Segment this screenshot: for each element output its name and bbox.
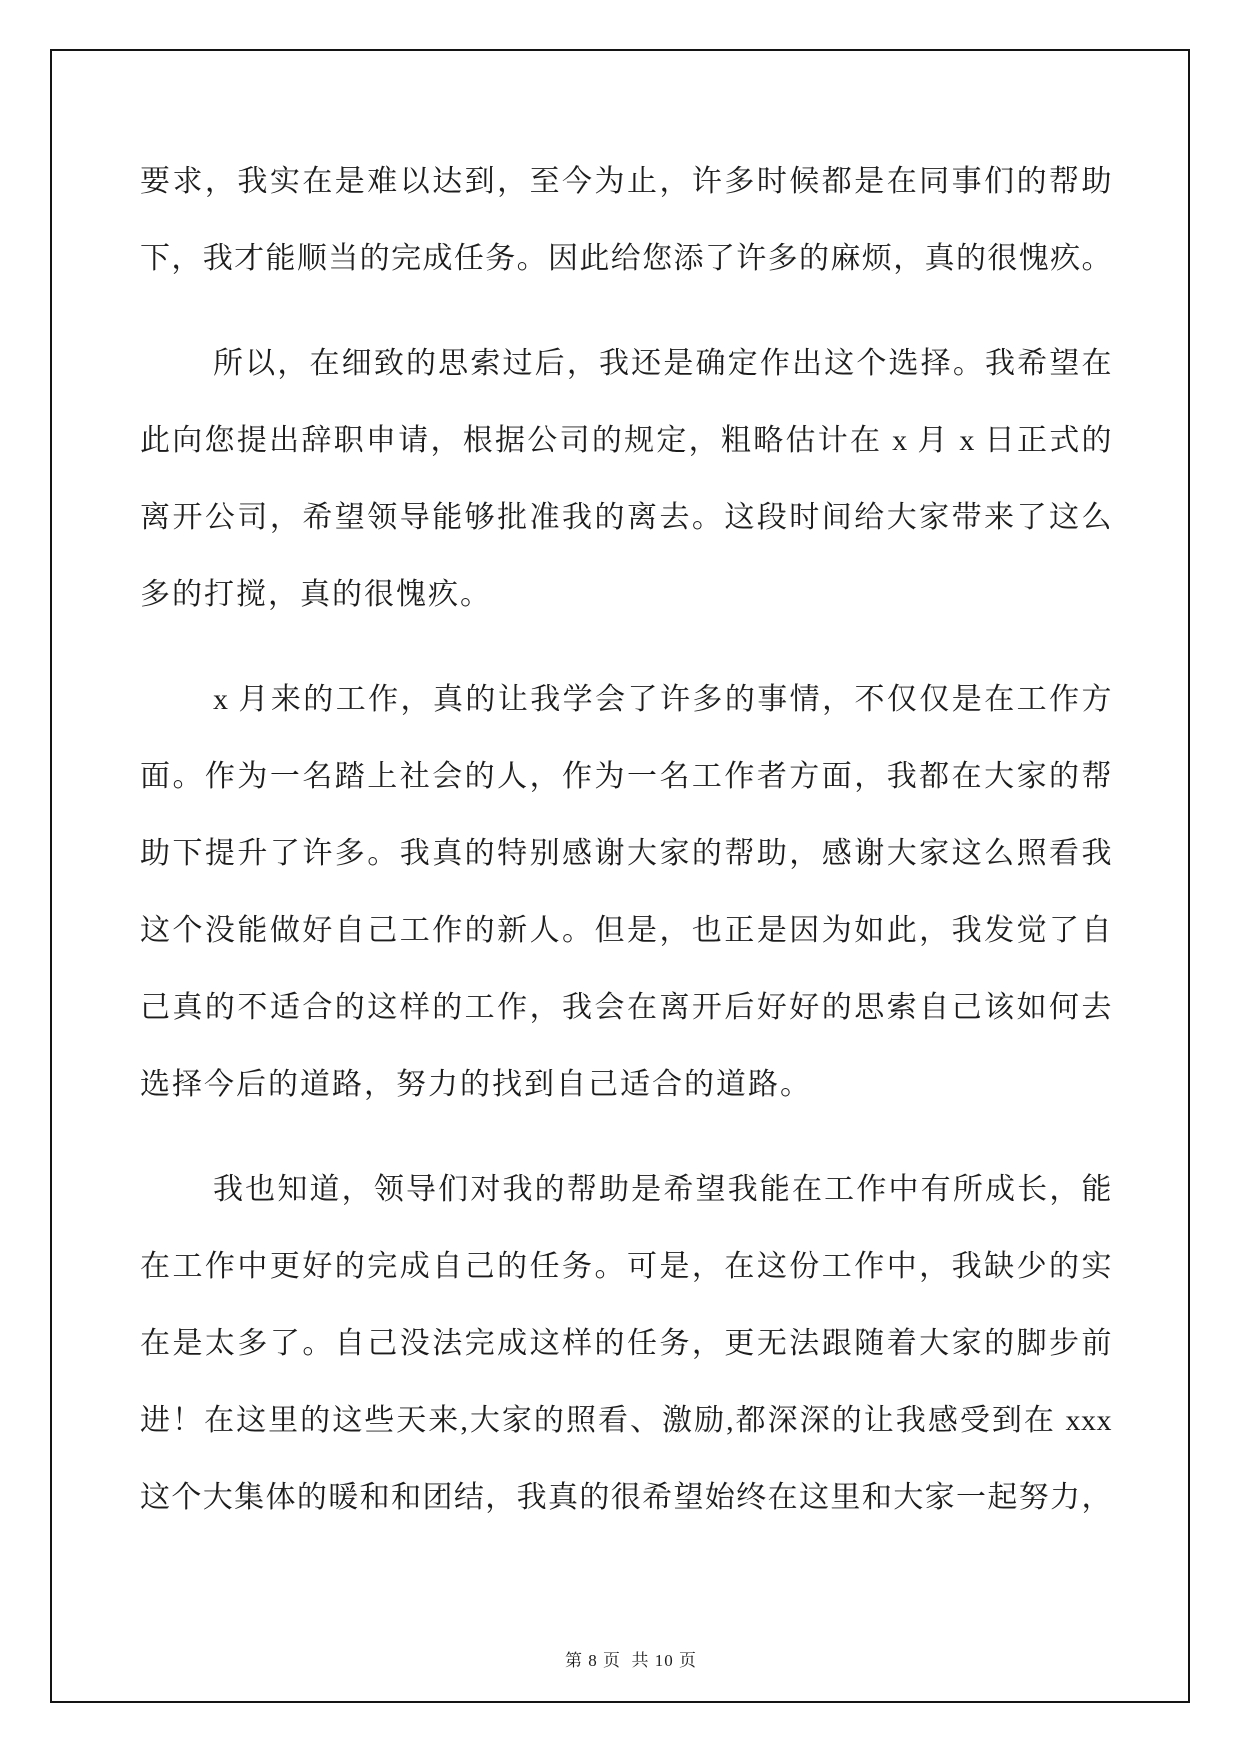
text-line: 这个没能做好自己工作的新人。但是，也正是因为如此，我发觉了自 [140,914,1112,947]
text-line: 这个大集体的暖和和团结，我真的很希望始终在这里和大家一起努力， [140,1481,1112,1514]
text-line: 下，我才能顺当的完成任务。因此给您添了许多的麻烦，真的很愧疚。 [140,242,1112,275]
page-footer [0,1626,1241,1691]
document-body [140,143,1112,1564]
text-line: 要求，我实在是难以达到，至今为止，许多时候都是在同事们的帮助 [140,165,1112,198]
paragraph [140,325,1112,633]
text-line: 此向您提出辞职申请，根据公司的规定，粗略估计在 x 月 x 日正式的 [140,424,1112,457]
text-line: 己真的不适合的这样的工作，我会在离开后好好的思索自己该如何去 [140,991,1112,1024]
text-line: 助下提升了许多。我真的特别感谢大家的帮助，感谢大家这么照看我 [140,837,1112,870]
text-line: 选择今后的道路，努力的找到自己适合的道路。 [140,1068,812,1101]
page-number-label: 第 8 页 共 10 页 [565,1651,697,1670]
paragraph [140,1151,1112,1536]
paragraph [140,661,1112,1123]
text-line: 面。作为一名踏上社会的人，作为一名工作者方面，我都在大家的帮 [140,760,1112,793]
text-line: 所以，在细致的思索过后，我还是确定作出这个选择。我希望在 [213,347,1112,380]
text-line: x 月来的工作，真的让我学会了许多的事情，不仅仅是在工作方 [213,683,1112,716]
text-line: 在工作中更好的完成自己的任务。可是，在这份工作中，我缺少的实 [140,1250,1112,1283]
text-line: 多的打搅，真的很愧疚。 [140,578,492,611]
text-line: 在是太多了。自己没法完成这样的任务，更无法跟随着大家的脚步前 [140,1327,1112,1360]
text-line: 进！在这里的这些天来,大家的照看、激励,都深深的让我感受到在 xxx [140,1404,1112,1437]
paragraph [140,143,1112,297]
text-line: 离开公司，希望领导能够批准我的离去。这段时间给大家带来了这么 [140,501,1112,534]
text-line: 我也知道，领导们对我的帮助是希望我能在工作中有所成长，能 [213,1173,1112,1206]
